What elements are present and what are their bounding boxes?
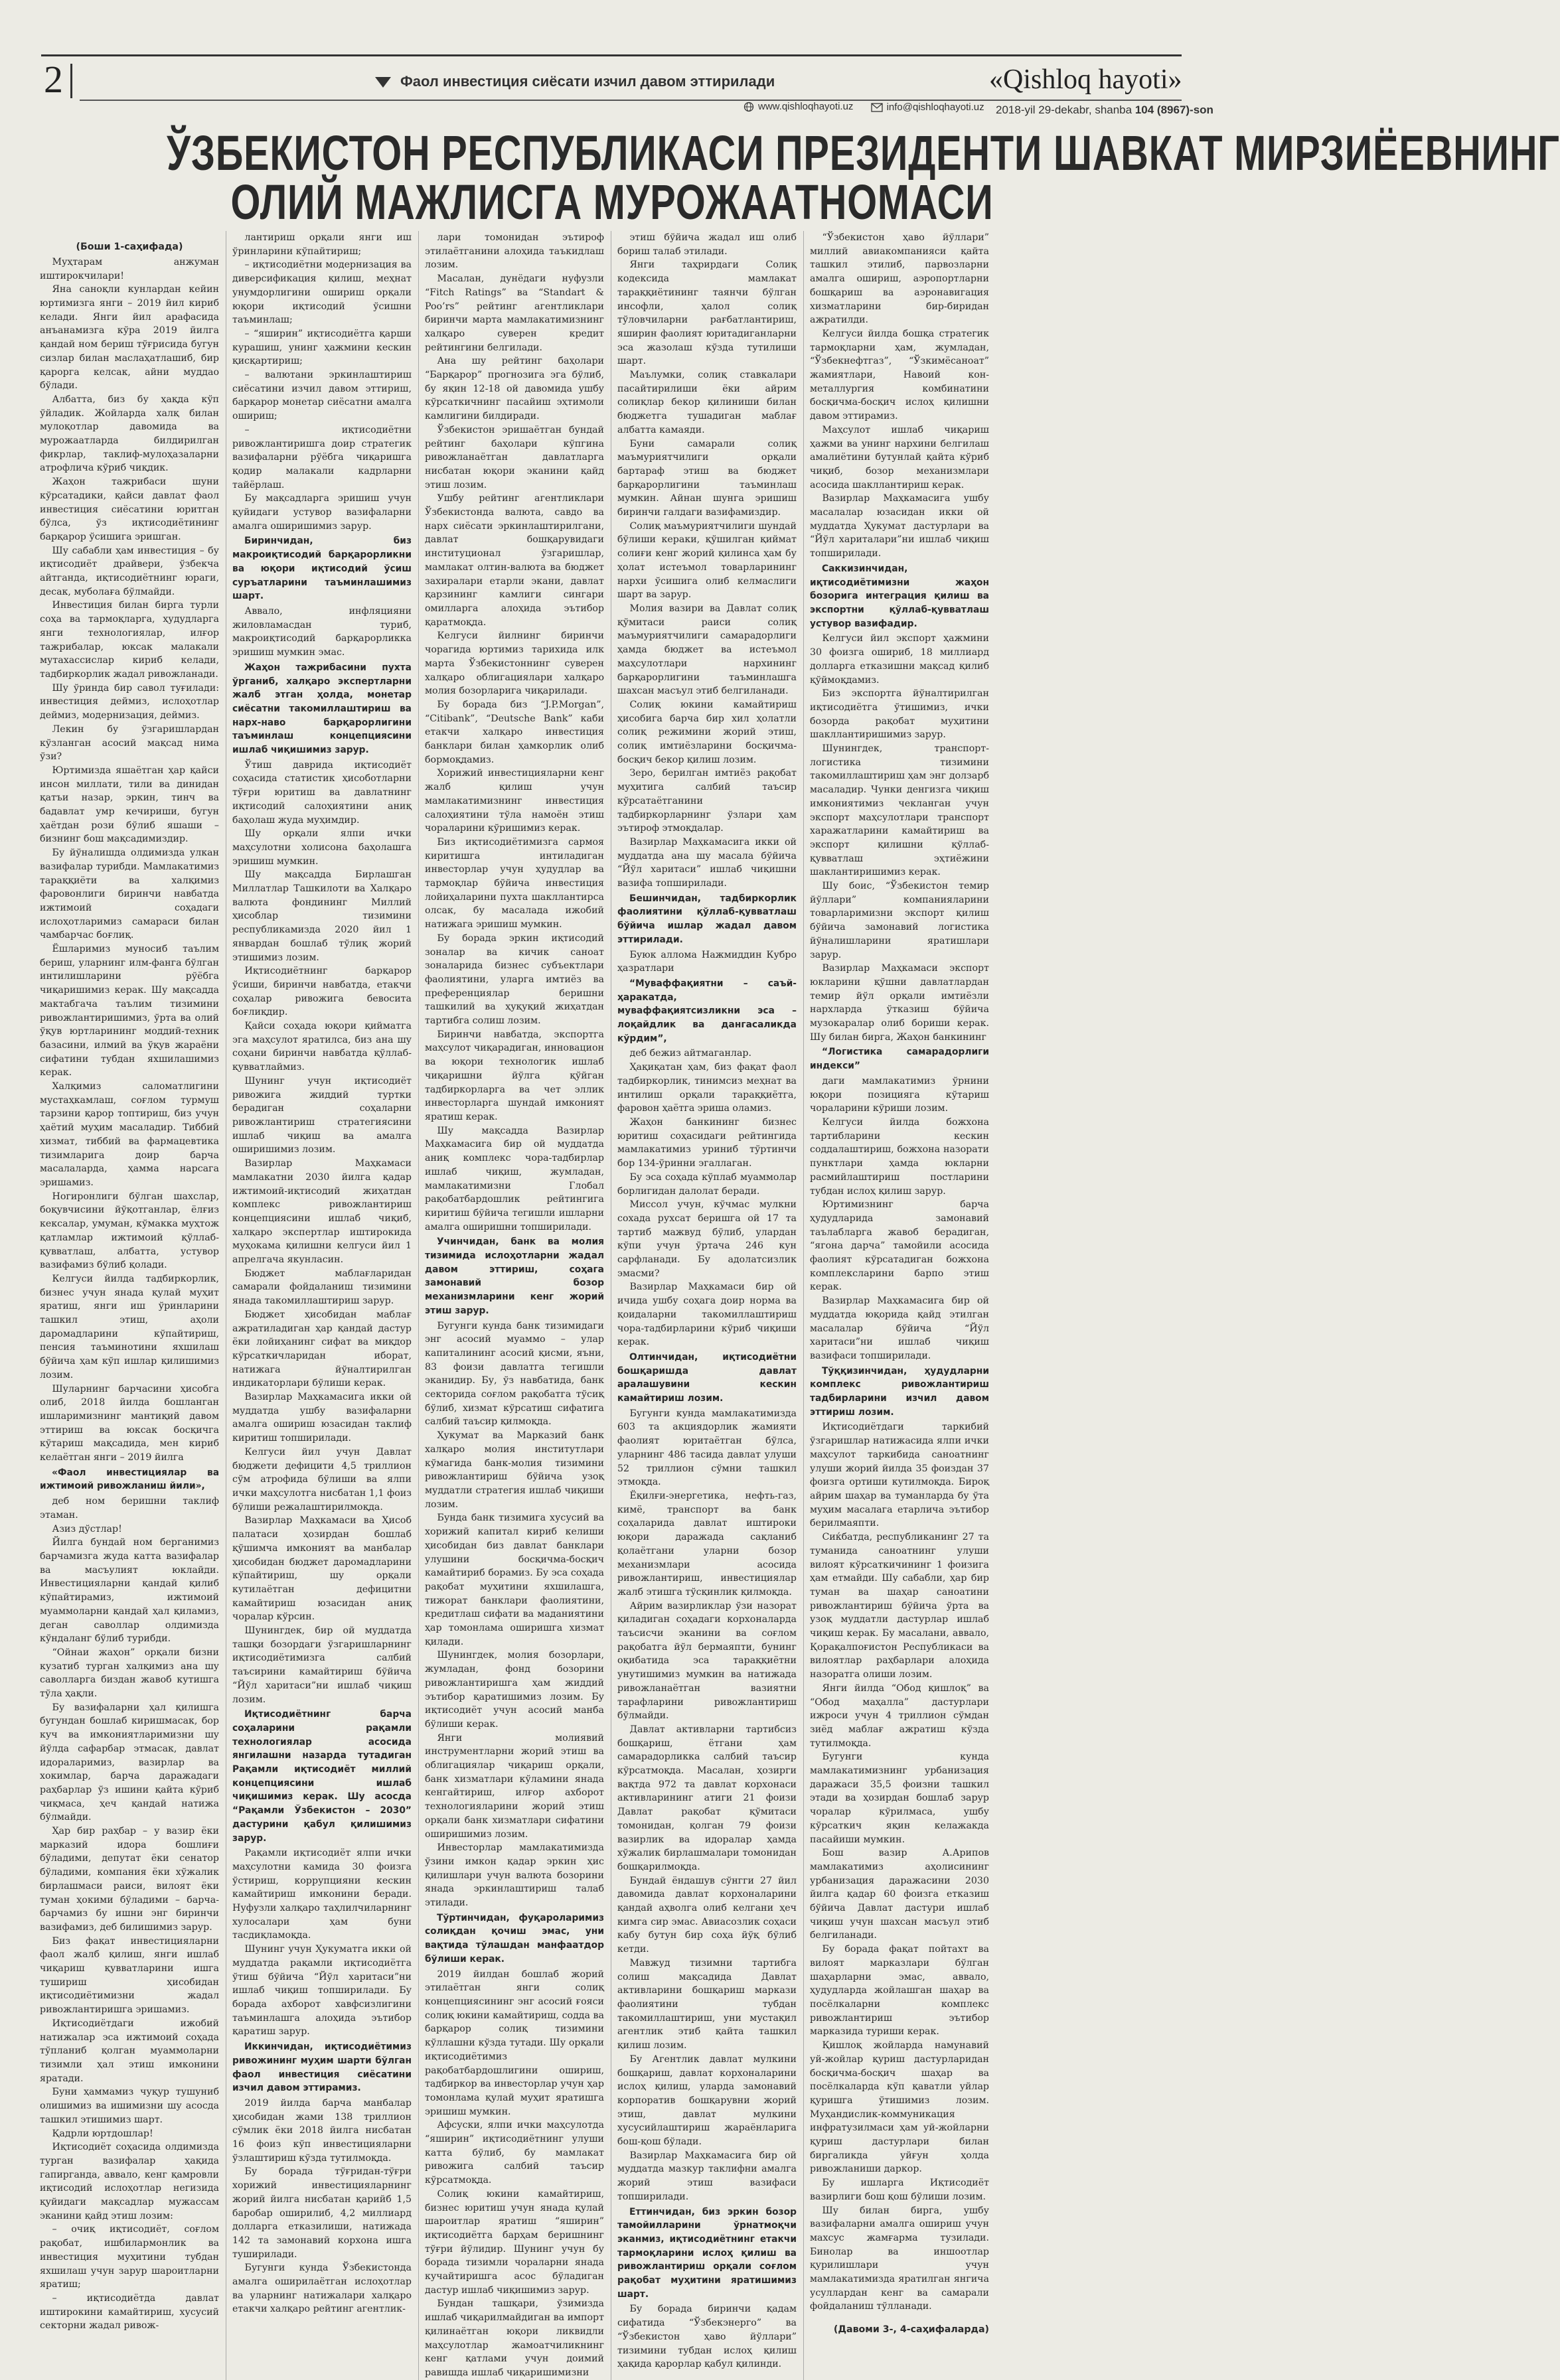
paragraph: Юртимизда яшаётган ҳар қайси инсон миллати, тили ва динидан қатъи назар, эркин, тинч ва бадавлат умр кечириши, бугун ҳаётдан рози бўлиб яшаши – бизнинг бош мақсадимиздир.	[40, 765, 219, 845]
article-column-5	[810, 231, 989, 2380]
paragraph: Шунингдек, транспорт-логистика тизимини такомиллаштириш ҳам энг долзарб масаладир. Чунки денгизга чиқиш имкониятимиз чекланган учун экспорт маҳсулотлари транспорт харажатларини камайтириш ва экспорт қилишни қўллаб-қувватлаш эҳтиёжини шаклантиришимиз керак.	[810, 743, 989, 878]
continuation-note: (Боши 1-саҳифада)	[76, 242, 183, 253]
section-title	[375, 73, 775, 90]
top-rule	[41, 54, 1182, 56]
paragraph: Буюк аллома Нажмиддин Кубро ҳазратлари	[617, 949, 797, 974]
page-number-divider	[70, 64, 72, 98]
paragraph: Янги таҳрирдаги Солиқ кодексида мамлакат тараққиётининг таянчи бўлган инсофли, ҳалол солиқ тўловчиларни рағбатлантириш, яширин фаолият юритадиганларни эса жазолаш кўзда тутилиши шарт.	[617, 260, 797, 367]
globe-icon	[743, 102, 754, 112]
email-text: info@qishloqhayoti.uz	[886, 102, 984, 113]
paragraph: Бу борада фақат пойтахт ва вилоят марказлари бўлган шаҳарларни эмас, аввало, ҳудудларда жойлашган шаҳар ва посёлкаларни комплекс ривожлантириш эътибор марказида туриши керак.	[810, 1944, 989, 2038]
paragraph: Янги йилда “Обод қишлоқ” ва “Обод маҳалла” дастурлари ижроси учун 4 триллион сўмдан зиёд маблағ ажратиш кўзда тутилмоқда.	[810, 1682, 989, 1749]
paragraph: Жаҳон банкининг бизнес юритиш соҳасидаги рейтингида мамлакатимиз уриниб тўртинчи бор 134-ўринни эгаллаган.	[617, 1117, 797, 1169]
paragraph: Бош вазир А.Арипов мамлакатимиз аҳолисининг урбанизация даражасини 2030 йилга қадар 60 фоизга етказиш бўйича Давлат дастури ишлаб чиқиш учун шахсан масъул этиб белгиланади.	[810, 1848, 989, 1941]
paragraph: Ушбу рейтинг агентликлари Ўзбекистонда валюта, савдо ва нарх сиёсати эркинлаштирилгани, давлат бошқарувидаги институционал ўзгаришлар, мамлакат олтин-валюта ва бюджет захиралари етарли экани, давлат қарзининг камлиги сингари омилларга алоҳида эътибор қаратмоқда.	[425, 493, 604, 628]
page-number: 2	[44, 58, 63, 101]
paragraph: Вазирлар Маҳкамаси бир ой ичида ушбу соҳага доир норма ва қоидаларни такомиллаштириш чора-тадбирларини кўриб чиқиши керак.	[617, 1282, 797, 1348]
paragraph: лантириш орқали янги иш ўринларини кўпайтириш;	[232, 232, 412, 257]
bold-paragraph: Олтинчидан, иқтисодиётни бошқаришда давлат аралашувини кескин камайтириш лозим.	[617, 1351, 797, 1404]
paragraph: Шу билан бирга, ушбу вазифаларни амалга ошириш учун махсус жамғарма тузилади. Бинолар ва иншоотлар қурилишлари учун мамлакатимизда яратилган янгича усуллардан кенг ва самарали фойдаланиш тўлланади.	[810, 2205, 989, 2312]
paragraph: Шунинг учун Ҳукуматга икки ой муддатда рақамли иқтисодиётга ўтиш бўйича “Йўл харитаси”ни ишлаб чиқиш топширилади. Бу борада ахборот хавфсизлигини таъминлашга алоҳида эътибор қаратиш зарур.	[232, 1944, 412, 2038]
paragraph: Маълумки, солиқ ставкалари пасайтирилиши ёки айрим солиқлар бекор қилиниши билан бюджетга тушадиган маблағ албатта камаяди.	[617, 370, 797, 435]
issue-info	[996, 104, 1213, 117]
paragraph: Келгуси йилда бошқа стратегик тармоқларни ҳам, жумладан, “Ўзбекнефтгаз”, “Ўзкимёсаноат” жамиятлари, Навоий кон-металлургия комбинатини босқичма-босқич ислоҳ қилишни давом эттирамиз.	[810, 328, 989, 422]
paragraph: Жаҳон тажрибаси шуни кўрсатадики, қайси давлат фаол инвестиция сиёсатини юритган бўлса, ўз иқтисодиётининг барқарор ўсишига эришган.	[40, 477, 219, 542]
paragraph: Қадрли юртдошлар!	[52, 2128, 153, 2139]
paragraph: Вазирлар Маҳкамаси мамлакатни 2030 йилга қадар ижтимоий-иқтисодий жиҳатдан комплекс ривожлантириш концепциясини ишлаб чиқиб, халқаро экспертлар иштирокида муҳокама қилишни келгуси йил 1 апрелгача якунласин.	[232, 1158, 412, 1266]
paragraph: – очиқ иқтисодиёт, соғлом рақобат, ишбилармонлик ва инвестиция муҳитини тубдан яхшилаш учун зарур шароитларни яратиш;	[40, 2224, 219, 2290]
paragraph: Бундай ёндашув сўнгги 27 йил давомида давлат корхоналарини қандай аҳволга олиб келгани ҳеч кимга сир эмас. Авиасозлик соҳаси кабу бутун бир соҳа йўқ бўлиб кетди.	[617, 1875, 797, 1955]
issue-number: 104 (8967)-son	[1134, 104, 1213, 116]
paragraph: – валютани эркинлаштириш сиёсатини изчил давом эттириш, барқарор монетар сиёсатни амалга ошириш;	[232, 370, 412, 422]
article-column-1	[40, 231, 219, 2380]
paragraph: Иқтисодиётнинг барқарор ўсиши, биринчи навбатда, етакчи соҳалар ривожига бевосита боғлиқдир.	[232, 966, 412, 1018]
paragraph: даги мамлакатимиз ўрнини юқори позицияга кўтариш чораларини кўриши лозим.	[810, 1075, 989, 1114]
bold-paragraph: «Фаол инвестициялар ва ижтимоий ривожланиш йили»,	[40, 1467, 219, 1492]
paragraph: Қишлоқ жойларда намунавий уй-жойлар қуриш дастурларидан босқичма-босқич шаҳар ва посёлкаларда кўп қаватли уйлар қуришга ўтишимиз лозим. Муҳандислик-коммуникация инфратузилмаси ҳам уй-жойларни қуриш дастурлари билан биргаликда уйғун ҳолда ривожланиши даркор.	[810, 2040, 989, 2175]
paragraph: – иқтисодиётни модернизация ва диверсификация қилиш, меҳнат унумдорлигини ошириш орқали юқори иқтисодий ўсишни таъминлаш;	[232, 260, 412, 326]
bold-paragraph: Тўртинчидан, фуқароларимиз солиқдан қочиш эмас, уни вақтида тўлашдан манфаатдор бўлиши керак.	[425, 1912, 604, 1965]
paragraph: Юртимизнинг барча ҳудудларида замонавий таълабларга жавоб берадиган, “ягона дарча” тамойили асосида фаолият кўрсатадиган божхона комплексларини барпо этиш керак.	[810, 1199, 989, 1293]
headline-line-2: ОЛИЙ МАЖЛИСГА МУРОЖААТНОМАСИ	[230, 175, 994, 230]
paragraph: деб ном беришни таклиф этаман.	[40, 1496, 219, 1521]
newspaper-brand: «Qishloq hayoti»	[989, 64, 1182, 95]
paragraph: Келгуси йил учун Давлат бюджети дефицити 4,5 триллион сўм атрофида бўлиши ва ялпи ички маҳсулотга нисбатан 1,1 фоиз бўлиши режалаштирилмоқда.	[232, 1446, 412, 1513]
paragraph: Аввало, инфляцияни жиловламасдан туриб, макроиқтисодий барқарорликка эришиш мумкин эмас.	[232, 605, 412, 658]
paragraph: Ўтиш даврида иқтисодиёт соҳасида статистик ҳисоботларни тўғри юритиш ва давлатнинг иқтисодий салоҳиятини аниқ баҳолаш жуда муҳимдир.	[232, 759, 412, 826]
article-columns	[40, 231, 1182, 2378]
paragraph: Азиз дўстлар!	[52, 1523, 122, 1534]
paragraph: “Ойнаи жаҳон” орқали бизни кузатиб турган халқимиз ана шу саволларга биздан жавоб кутишга тўла ҳақли.	[40, 1647, 219, 1700]
paragraph: Буни ҳаммамиз чуқур тушуниб олишимиз ва ишимизни шу асосда ташкил этишимиз шарт.	[40, 2087, 219, 2125]
article-column-4	[617, 231, 797, 2380]
bold-paragraph: Иқтисодиётнинг барча соҳаларини рақамли технологиялар асосида янгилашни назарда тутадиган Рақамли иқтисодиёт миллий концепциясини ишлаб чиқишимиз керак. Шу асосда “Рақамли Ўзбекистон – 2030” дастурини қабул қилишимиз зарур.	[232, 1709, 412, 1844]
paragraph: Қайси соҳада юқори қийматга эга маҳсулот яратилса, биз ана шу соҳани биринчи навбатда қўллаб-қувватлаймиз.	[232, 1021, 412, 1073]
paragraph: Янги молиявий инструментларни жорий этиш ва облигациялар чиқариш орқали, банк хизматлари кўламини янада кенгайтириш, илғор ахборот технологияларини жорий этиш орқали банк хизматлари сифатини оширишимиз лозим.	[425, 1732, 604, 1840]
paragraph: Иқтисодиёт соҳасида олдимизда турган вазифалар ҳақида гапирганда, аввало, кенг қамровли иқтисодий ислоҳотлар негизида қуйидаги мақсадлар мужассам эканини қайд этиш лозим:	[40, 2142, 219, 2221]
paragraph: Вазирлар Маҳкамасига бир ой муддатда мазкур таклифни амалга жорий этиш вазифаси топширилади.	[617, 2150, 797, 2202]
paragraph: Иқтисодиётдаги таркибий ўзгаришлар натижасида ялпи ички маҳсулот таркибида саноатнинг улуши жорий йилда 35 фоиздан 37 фоизга ортиши кутилмоқда. Бироқ айрим шаҳар ва туманларда бу ўта муҳим масалага етарлича эътибор берилмаяпти.	[810, 1422, 989, 1529]
paragraph: Бу эса соҳада кўплаб муаммолар борлигидан далолат беради.	[617, 1171, 797, 1197]
paragraph: Албатта, биз бу ҳақда кўп ўйладик. Жойларда халқ билан мулоқотлар давомида ва мурожаатларда билдирилган фикрлар, таклиф-мулоҳазаларни атрофлича кўриб чиқдик.	[40, 394, 219, 474]
paragraph: Инвестиция билан бирга турли соҳа ва тармоқларга, ҳудудларга янги технологиялар, илғор тажрибалар, юксак малакали мутахассислар кириб келади, тадбиркорлик жадал ривожланади.	[40, 600, 219, 680]
paragraph: Биз фақат инвестицияларни фаол жалб қилиш, янги ишлаб чиқариш қувватларини ишга тушириш ҳисобидан иқтисодиётимизни жадал ривожлантиришга эришамиз.	[40, 1935, 219, 2016]
paragraph: Хорижий инвестицияларни кенг жалб қилиш учун мамлакатимизнинг инвестиция салоҳиятини тўла намоён этиш чораларини кўришимиз керак.	[425, 768, 604, 834]
paragraph: Бугунги кунда Ўзбекистонда амалга оширилаётган ислоҳотлар ва уларнинг натижалари халқаро етакчи халқаро рейтинг агентлик-	[232, 2263, 412, 2315]
bold-paragraph: Тўққизинчидан, ҳудудларни комплекс ривожлантириш тадбирларини изчил давом эттириш лозим.	[810, 1365, 989, 1418]
paragraph: Ана шу рейтинг баҳолари “Барқарор” прогнозига эга бўлиб, бу яқин 12-18 ой давомида ушбу кўрсаткичнинг пасайиш эҳтимоли камлигини билдиради.	[425, 356, 604, 422]
paragraph: Бу ишларга Иқтисодиёт вазирлиги бош қош бўлиши лозим.	[810, 2178, 989, 2202]
paragraph: Ўзбекистон эришаётган бундай рейтинг баҳолари кўпгина ривожланаётган давлатларга нисбатан юқори эканини қайд этиш лозим.	[425, 424, 604, 490]
paragraph: 2019 йилдан бошлаб жорий этилаётган янги солиқ концепциясининг энг асосий ғояси солиқ юкини камайтириш, содда ва барқарор солиқ тизимини кўллашни кўзда тутади. Шу орқали иқтисодиётимиз рақобатбардошлигини ошириш, тадбиркор ва инвесторлар учун ҳар томонлама қулай муҳит яратишга эришиш мумкин.	[425, 1969, 604, 2117]
paragraph: Шуларнинг барчасини ҳисобга олиб, 2018 йилда бошланган ишларимизнинг мантиқий давом эттириш ва юксак босқичга кўтариш мақсадида, мен кириб келаётган янги – 2019 йилга	[40, 1383, 219, 1463]
paragraph: Вазирлар Маҳкамасига ушбу масалалар юзасидан икки ой муддатда Ҳукумат дастурлари ва “Йўл хариталари”ни ишлаб чиқиш топширилади.	[810, 493, 989, 559]
paragraph: – иқтисодиётни ривожлантиришга доир стратегик вазифаларни рўёбга чиқаришга қодир малакали кадрларни тайёрлаш.	[232, 424, 412, 490]
paragraph: Шу мақсадда Вазирлар Маҳкамасига бир ой муддатда аниқ комплекс чора-тадбирлар ишлаб чиқиш, жумладан, мамлакатимизни Глобал рақобатбардошлик рейтингига киритиш бўйича тегишли ишларни амалга оширишни топширилади.	[425, 1125, 604, 1232]
paragraph: Биринчи навбатда, экспортга маҳсулот чиқарадиган, инновацион ва юқори технологик ишлаб чиқаришни йўлга қўйган тадбиркорларга ва чет эллик инвесторларга шундай имконият яратиш керак.	[425, 1029, 604, 1122]
paragraph: Молия вазири ва Давлат солиқ қўмитаси раиси солиқ маъмуриятчилиги самарадорлиги ҳамда бюджет ва истеъмол маҳсулотлари нархининг барқарорлигини таъминлашга шахсан масъул этиб белгиланади.	[617, 603, 797, 697]
paragraph: – иқтисодиётда давлат иштирокини камайтириш, хусусий секторни жадал ривож-	[40, 2292, 219, 2332]
paragraph: Буни самарали солиқ маъмуриятчилиги орқали бартараф этиш ва бюджет барқарорлигини таъминлаш мумкин. Айнан шунга эришиш биринчи галдаги вазифамиздир.	[617, 438, 797, 518]
paragraph: Шу орқали ялпи ички маҳсулотни холисона баҳолашга эришиш мумкин.	[232, 828, 412, 867]
bold-paragraph: Биринчидан, биз макроиқтисодий барқарорликни ва юқори иқтисодий ўсиш суръатларини таъминлашимиз шарт.	[232, 536, 412, 602]
paragraph: Бу борада тўғридан-тўғри хорижий инвестицияларнинг жорий йилга нисбатан қарийб 1,5 баробар оширилиб, 4,2 миллиард долларга етказилиши, натижада 142 та замонавий корхона ишга туширилади.	[232, 2166, 412, 2260]
paragraph: Давлат активларни тартибсиз бошқариш, ётгани ҳам самарадорликка салбий таъсир кўрсатмоқда. Масалан, ҳозирги вақтда 972 та давлат корхонаси активларининг атиги 21 фоизи Давлат рақобат қўмитаси томонидан, қолган 79 фоизи вазирлик ва идоралар ҳамда хўжалик бирлашмалари томонидан бошқарилмоқда.	[617, 1724, 797, 1872]
paragraph: Келгуси йилда божхона тартибларини кескин соддалаштириш, божхона назорати пунктлари ҳамда юкларни расмийлаштириш постларини тубдан ислоҳ қилиш зарур.	[810, 1117, 989, 1197]
paragraph: Шунингдек, молия бозорлари, жумладан, фонд бозорини ривожлантиришга ҳам жиддий эътибор қаратишимиз лозим. Бу иқтисодиёт учун асосий манба бўлиши керак.	[425, 1650, 604, 1730]
header-rule	[80, 100, 1182, 101]
paragraph: Ёқилғи-энергетика, нефть-газ, кимё, транспорт ва банк соҳаларида давлат иштироки юқори даражада сақланиб қолаётгани уларни бозор механизмлари асосида ривожлантириш, инвестициялар жалб этишга тўсқинлик қилмоқда.	[617, 1490, 797, 1598]
paragraph: Бугунги кунда банк тизимидаги энг асосий муаммо – улар капиталининг асосий қисми, яъни, 83 фоизи давлатга тегишли эканидир. Бу, ўз навбатида, банк секторида соғлом рақобатга тўсиқ бўлиб, хизмат кўрсатиш сифатига салбий таъсир қилмоқда.	[425, 1320, 604, 1428]
paragraph: Вазирлар Маҳкамасига икки ой муддатда ушбу вазифаларни амалга ошириш юзасидан таклиф киритиш топширилади.	[232, 1392, 412, 1444]
paragraph: Шу мақсадда Бирлашган Миллатлар Ташкилоти ва Халқаро валюта фондининг Миллий ҳисоблар тизимини республикамизда 2020 йил 1 январдан бошлаб тўлиқ жорий этишимиз лозим.	[232, 869, 412, 963]
paragraph: Ҳақиқатан ҳам, биз фақат фаол тадбиркорлик, тинимсиз меҳнат ва интилиш орқали тараққиётга, фаровон ҳаётга эриша оламиз.	[617, 1062, 797, 1114]
email-link[interactable]	[871, 102, 984, 113]
contacts	[743, 101, 999, 115]
paragraph: Бугунги кунда мамлакатимизда 603 та акциядорлик жамияти фаолият юритаётган бўлса, уларнинг 486 тасида давлат улуши 52 триллион сўмни ташкил этмоқда.	[617, 1408, 797, 1488]
paragraph: Халқимиз саломатлигини мустаҳкамлаш, соғлом турмуш тарзини қарор топтириш, биз учун ҳаётий муҳим масаладир. Тиббий хизмат, тиббий ва фармацевтика тизимларига доир барча масалаларда, ҳамма нарсага эришамиз.	[40, 1081, 219, 1188]
continued-note: (Давоми 3-, 4-саҳифаларда)	[833, 2324, 989, 2336]
paragraph: Лекин бу ўзгаришлардан кўзланган асосий мақсад нима ўзи?	[40, 723, 219, 763]
bold-paragraph: Учинчидан, банк ва молия тизимида ислоҳотларни жадал давом эттириш, соҳага замонавий бозор механизмларини кенг жорий этиш зарур.	[425, 1236, 604, 1316]
paragraph: Бу борада биз “J.P.Morgan”, “Citibank”, “Deutsche Bank” каби етакчи халқаро инвестиция банклари билан ҳамкорлик олиб бормоқдамиз.	[425, 699, 604, 765]
paragraph: Бу борада биринчи қадам сифатида “Ўзбекэнерго” ва “Ўзбекистон ҳаво йўллари” тизимини тубдан ислоҳ қилиш ҳақида қарорлар қабул қилинди.	[617, 2304, 797, 2370]
paragraph: Зеро, берилган имтиёз рақобат муҳитига салбий таъсир кўрсатаётганини тадбиркорларнинг ўзлари ҳам эътироф этмоқдалар.	[617, 768, 797, 834]
paragraph: Келгуси йил экспорт ҳажмини 30 фоизга ошириб, 18 миллиард долларга етказишни мақсад қилиб қўймоқдамиз.	[810, 633, 989, 686]
paragraph: Шу сабабли ҳам инвестиция – бу иқтисодиёт драйвери, ўзбекча айтганда, иқтисодиётнинг юраги, десак, муболаға бўлмайди.	[40, 545, 219, 597]
bold-paragraph: “Логистика самарадорлиги индекси”	[810, 1047, 989, 1072]
bold-paragraph: Жаҳон тажрибасини пухта ўрганиб, халқаро экспертларни жалб этган ҳолда, монетар сиёсатни такомиллаштириш ва нарх-наво барқарорлигини таъминлаш концепциясини ишлаб чиқишимиз зарур.	[232, 662, 412, 756]
paragraph: Биз экспортга йўналтирилган иқтисодиётга ўтишимиз, ички бозорда рақобат муҳитини шакллантиришимиз зарур.	[810, 688, 989, 741]
paragraph: Бу мақсадларга эришиш учун қуйидаги устувор вазифаларни амалга оширишимиз зарур.	[232, 493, 412, 532]
paragraph: Бу борада эркин иқтисодий зоналар ва кичик саноат зоналарида бизнес субъектлари фаолиятини, уларга имтиёз ва преференциялар беришни ташкилий ва ҳуқуқий жиҳатдан тартибга солиш лозим.	[425, 932, 604, 1027]
paragraph: Инвесторлар мамлакатимизда ўзини имкон қадар эркин ҳис қилишлари учун валюта бозорини янада эркинлаштириш талаб этилади.	[425, 1842, 604, 1909]
paragraph: – “яширин” иқтисодиётга қарши курашиш, унинг ҳажмини кескин қисқартириш;	[232, 328, 412, 367]
paragraph: деб бежиз айтмаганлар.	[629, 1048, 751, 1059]
paragraph: Ҳукумат ва Марказий банк халқаро молия институтлари кўмагида банк-молия тизимини ривожлантириш бўйича узоқ муддатли стратегия ишлаб чиқиши лозим.	[425, 1430, 604, 1510]
issue-date: 2018-yil 29-dekabr, shanba	[996, 104, 1132, 116]
bold-paragraph: Бешинчидан, тадбиркорлик фаолиятини қўллаб-қувватлаш бўйича ишлар жадал давом эттирилади.	[617, 893, 797, 945]
paragraph: Вазирлар Маҳкамаси экспорт юкларини қўшни давлатлардан темир йўл орқали имтиёзли нархларда ўтказиш бўйича музокаралар олиб бориши керак. Шу билан бирга, Жаҳон банкининг	[810, 963, 989, 1043]
website-link[interactable]	[743, 101, 853, 112]
paragraph: Шу боис, “Ўзбекистон темир йўллари” компанияларини товарларимизни экспорт қилиш бўйича замонавий логистика йўналишларини яратишлари зарур.	[810, 881, 989, 960]
paragraph: Шу ўринда бир савол туғилади: инвестиция деймиз, ислоҳотлар деймиз, модернизация, деймиз.	[40, 682, 219, 721]
bold-paragraph: Саккизинчидан, иқтисодиётимизни жаҳон бозорига интеграция қилиш ва экспортни қўллаб-қувватлаш устувор вазифадир.	[810, 563, 989, 629]
mail-icon	[871, 103, 883, 112]
paragraph: Яна саноқли кунлардан кейин юртимизга янги – 2019 йил кириб келади. Янги йил арафасида анъанамизга кўра 2019 йилга қандай ном бериш тўғрисида бугун сизлар билан маслаҳатлашиб, бир қарорга келсак, айни муддао бўлади.	[40, 284, 219, 392]
paragraph: Солиқ юкини камайтириш ҳисобига барча бир хил ҳолатли солиқ режимини жорий этиш, солиқ имтиёзларини босқичма-босқич бекор қилиш лозим.	[617, 699, 797, 765]
paragraph: Келгуси йилда тадбиркорлик, бизнес учун янада қулай муҳит яратиш, янги иш ўринларини ташкил этиш, аҳоли даромадларини кўпайтириш, пенсия таъминотини яхшилаш бўйича ҳам кўп ишлар қилишимиз лозим.	[40, 1273, 219, 1380]
paragraph: Бунда банк тизимига хусусий ва хорижий капитал кириб келиши ҳисобидан биз давлат банклари улушини босқичма-босқич камайтириб борамиз. Бу эса соҳада рақобат муҳитини яхшилашга, тижорат банклари фаолиятини, кредитлаш сифати ва маданиятини ҳар томонлама оширишга хизмат қилади.	[425, 1513, 604, 1647]
section-title-text: Фаол инвестиция сиёсати изчил давом эттирилади	[400, 73, 775, 90]
paragraph: “Ўзбекистон ҳаво йўллари” миллий авиакомпанияси қайта ташкил этилиб, парвозларни амалга ошириш, аэропортларни бошқариш ва аэронавигация хизматларини бир-биридан ажратилди.	[810, 232, 989, 326]
paragraph: 2019 йилда барча манбалар ҳисобидан жами 138 триллион сўмлик ёки 2018 йилга нисбатан 16 фоиз кўп инвестицияларни ўзлаштириш кўзда тутилмоқда.	[232, 2097, 412, 2164]
paragraph: Биз иқтисодиётимизга сармоя киритишга интиладиган инвесторлар учун ҳудудлар ва тармоқлар бўйича инвестиция лойиҳаларини пухта шакллантирса олсак, бу масалада ижобий натижага эришиш мумкин.	[425, 836, 604, 930]
paragraph: Айрим вазирликлар ўзи назорат қиладиган соҳадаги корхоналарда таъсисчи эканини ва соғлом рақобатга йўл бермаяпти, бунинг оқибатида эса тараққиётни унутишимиз мумкин ва натижада ривожланаётган вазиятни тарафларини ривожлантириш бўлмайди.	[617, 1600, 797, 1722]
paragraph: Масалан, дунёдаги нуфузли “Fitch Ratings” ва “Standart & Poo’rs” рейтинг агентликлари биринчи марта мамлакатимизнинг халқаро суверен кредит рейтингини белгилади.	[425, 273, 604, 353]
paragraph: Иқтисодиётдаги ижобий натижалар эса ижтимоий соҳада тўпланиб қолган муаммоларни тизимли ҳал этиш имконини яратади.	[40, 2018, 219, 2084]
paragraph: Миссол учун, кўчмас мулкни сохада рухсат беришга ой 17 та тартиб мажвуд бўлиб, улардан кўпи учун ўртача 246 кун сарфланади. Бу адолатсизлик эмасми?	[617, 1199, 797, 1279]
paragraph: Шунингдек, бир ой муддатда ташқи бозордаги ўзгаришларнинг иқтисодиётимизга салбий таъсирини камайтириш бўйича “Йўл харитаси”ни ишлаб чиқиш лозим.	[232, 1625, 412, 1705]
paragraph: Шунинг учун иқтисодиёт ривожига жиддий туртки берадиган соҳаларни ривожлантириш стратегиясини ишлаб чиқиш ва амалга оширишимиз лозим.	[232, 1075, 412, 1155]
paragraph: этиш бўйича жадал иш олиб бориш талаб этилади.	[617, 232, 797, 257]
bold-paragraph: Еттинчидан, биз эркин бозор тамойилларини ўрнатмоқчи эканмиз, иқтисодиётнинг етакчи тармоқларини ислоҳ қилиш ва ривожлантириш орқали соғлом рақобат муҳитини яратишимиз шарт.	[617, 2206, 797, 2300]
triangle-down-icon	[375, 77, 391, 88]
paragraph: Мавжуд тизимни тартибга солиш мақсадида Давлат активларини бошқариш маркази фаолиятини тубдан такомиллаштириш, уни мустақил агентлик этиб қайта ташкил қилиш лозим.	[617, 1957, 797, 2051]
paragraph: Муҳтарам анжуман иштирокчилари!	[40, 256, 219, 281]
bold-paragraph: Иккинчидан, иқтисодиётимиз ривожининг муҳим шарти бўлган фаол инвестиция сиёсатини изчил давом эттирамиз.	[232, 2042, 412, 2094]
paragraph: Бюджет маблағларидан самарали фойдаланиш тизимини янада такомиллаштириш зарур.	[232, 1268, 412, 1307]
paragraph: Вазирлар Маҳкамаси ва Ҳисоб палатаси ҳозирдан бошлаб қўшимча имконият ва манбалар ҳисобидан бюджет даромадларини кўпайтириш, шу орқали кутилаётган дефицитни камайтириш юзасидан аниқ чоралар кўрсин.	[232, 1515, 412, 1623]
paragraph: Бундан ташқари, ўзимизда ишлаб чиқарилмайдиган ва импорт қилинаётган юқори ликвидли маҳсулотлар жамоатчиликнинг кенг қатлами учун доимий равишда ишлаб чиқаришимизни	[425, 2298, 604, 2378]
paragraph: Бу йўналишда олдимизда улкан вазифалар турибди. Мамлакатимиз тараққиёти ва халқимиз фаровонлиги биринчи навбатда ижтимоий соҳадаги ислоҳотларимиз самараси билан чамбарчас боғлиқ.	[40, 848, 219, 941]
paragraph: Бугунги кунда мамлакатимизнинг урбанизация даражаси 35,5 фоизни ташкил этади ва ҳозирдан бошлаб зарур чоралар кўрилмаса, ушбу кўрсаткич яқин келажакда пасайиши мумкин.	[810, 1751, 989, 1845]
paragraph: Йилга бундай ном берганимиз барчамизга жуда катта вазифалар ва масъулият юклайди. Инвестицияларни қандай қилиб кўпайтирамиз, ижтимоий муаммоларни қандай ҳал қиламиз, деган саволлар олдимизда кўндаланг бўлиб турибди.	[40, 1537, 219, 1645]
paragraph: Бу Агентлик давлат мулкини бошқариш, давлат корхоналарини ислоҳ қилиш, уларда замонавий корпоратив бошқарувни жорий этиш, давлат мулкини хусусийлаштириш жараёнларига бош-қош бўлади.	[617, 2053, 797, 2148]
paragraph: Солиқ маъмуриятчилиги шундай бўлиши кераки, қўшилган қиймат солиғи кенг жорий қилинса ҳам бу ҳолат истеъмол товарларининг нархи ўсишига олиб келмаслиги шарт ва зарур.	[617, 520, 797, 601]
paragraph: Келгуси йилнинг биринчи чорагида юртимиз тарихида илк марта Ўзбекистоннинг суверен халқаро облигациялари халқаро молия бозорларига чиқарилади.	[425, 631, 604, 697]
paragraph: Рақамли иқтисодиёт ялпи ички маҳсулотни камида 30 фоизга ўстириш, коррупцияни кескин камайтириш имконини беради. Нуфузли халқаро таҳлилчиларнинг хулосалари ҳам буни тасдиқламоқда.	[232, 1848, 412, 1941]
headline-line-1: ЎЗБЕКИСТОН РЕСПУБЛИКАСИ ПРЕЗИДЕНТИ ШАВКАТ МИРЗИЁЕВНИНГ	[167, 125, 1560, 181]
paragraph: Бу вазифаларни ҳал қилишга бугундан бошлаб киришмасак, бор куч ва имкониятларимизни шу йўлда сафарбар этмасак, давлат идораларимиз, вазирлар ва хокимлар, барча даражадаги раҳбарлар ўз ишини қайта кўриб чиқмаса, ҳеч қандай натижа бўлмайди.	[40, 1702, 219, 1823]
paragraph: Сиќбатда, республиканинг 27 та туманида саноатнинг улуши вилоят кўрсаткичининг 1 фоизига ҳам етмайди. Шу сабабли, ҳар бир туман ва шаҳар саноатини ривожлантириш бўйича ўрта ва узоқ муддатли дастурлар ишлаб чиқиш керак. Бу масалани, аввало, Қорақалпоғистон Республикаси ва вилоятлар раҳбарлари алоҳида назоратга олиши лозим.	[810, 1532, 989, 1680]
paragraph: Маҳсулот ишлаб чиқариш ҳажми ва унинг нархини белгилаш амалиётини бутунлай қайта кўриб чиқиб, бозор механизмлари асосида шакллантириш керак.	[810, 424, 989, 490]
paragraph: лари томонидан эътироф этилаётганини алоҳида таъкидлаш лозим.	[425, 232, 604, 271]
paragraph: Ҳар бир раҳбар – у вазир ёки марказий идора бошлиғи бўладими, депутат ёки сенатор бўладими, компания ёки хўжалик бирлашмаси раиси, вилоят ёки туман ҳокими бўладими – барча-барчамиз бу ишни энг биринчи вазифамиз, деб билишимиз зарур.	[40, 1826, 219, 1933]
paragraph: Бюджет ҳисобидан маблағ ажратиладиган ҳар қандай дастур ёки лойиҳанинг сифат ва миқдор кўрсаткичларидан иборат, натижага йўналтирилган индикаторлари бўлиши керак.	[232, 1309, 412, 1389]
website-text: www.qishloqhayoti.uz	[758, 101, 854, 112]
article-column-2	[232, 231, 412, 2380]
bold-paragraph: “Муваффақиятни – саъй-ҳаракатда, муваффақиятсизликни эса – лоқайдлик ва дангасаликда кўрдим”,	[617, 978, 797, 1044]
article-column-3	[425, 231, 604, 2380]
paragraph: Ногиронлиги бўлган шахслар, боқувчисини йўқотганлар, ёлғиз кексалар, умуман, кўмакка муҳтож қатламлар ижтимоий қўллаб-қувватлаш, албатта, устувор вазифамиз бўлиб қолади.	[40, 1191, 219, 1271]
paragraph: Солиқ юкини камайтириш, бизнес юритиш учун янада қулай шароитлар яратиш “яширин” иқтисодиётга барҳам беришнинг тўғри йўлидир. Шунинг учун бу борада тизимли чораларни янада кучайтиришга асос бўладиган дастур ишлаб чиқишимиз зарур.	[425, 2188, 604, 2296]
paragraph: Вазирлар Маҳкамасига бир ой муддатда юқорида қайд этилган масалалар бўйича “Йўл харитаси”ни ишлаб чиқиш вазифаси топширилади.	[810, 1296, 989, 1361]
paragraph: Афсуски, ялпи ички маҳсулотда “яширин” иқтисодиётнинг улуши катта бўлиб, бу мамлакат ривожига салбий таъсир кўрсатмоқда.	[425, 2120, 604, 2186]
paragraph: Вазирлар Маҳкамасига икки ой муддатда ана шу масала бўйича “Йўл харитаси” ишлаб чиқишни вазифа топширилади.	[617, 836, 797, 889]
paragraph: Ёшларимиз муносиб таълим бериш, уларнинг илм-фанга бўлган интилишларини рўёбга чиқаришимиз керак. Шу мақсадда мактабгача таълим тизимини ривожлантиришимиз, ўрта ва олий ўқув юртларининг моддий-техник базасини, илмий ва ўқув жараёни сифатини тубдан яхшилашимиз керак.	[40, 944, 219, 1078]
